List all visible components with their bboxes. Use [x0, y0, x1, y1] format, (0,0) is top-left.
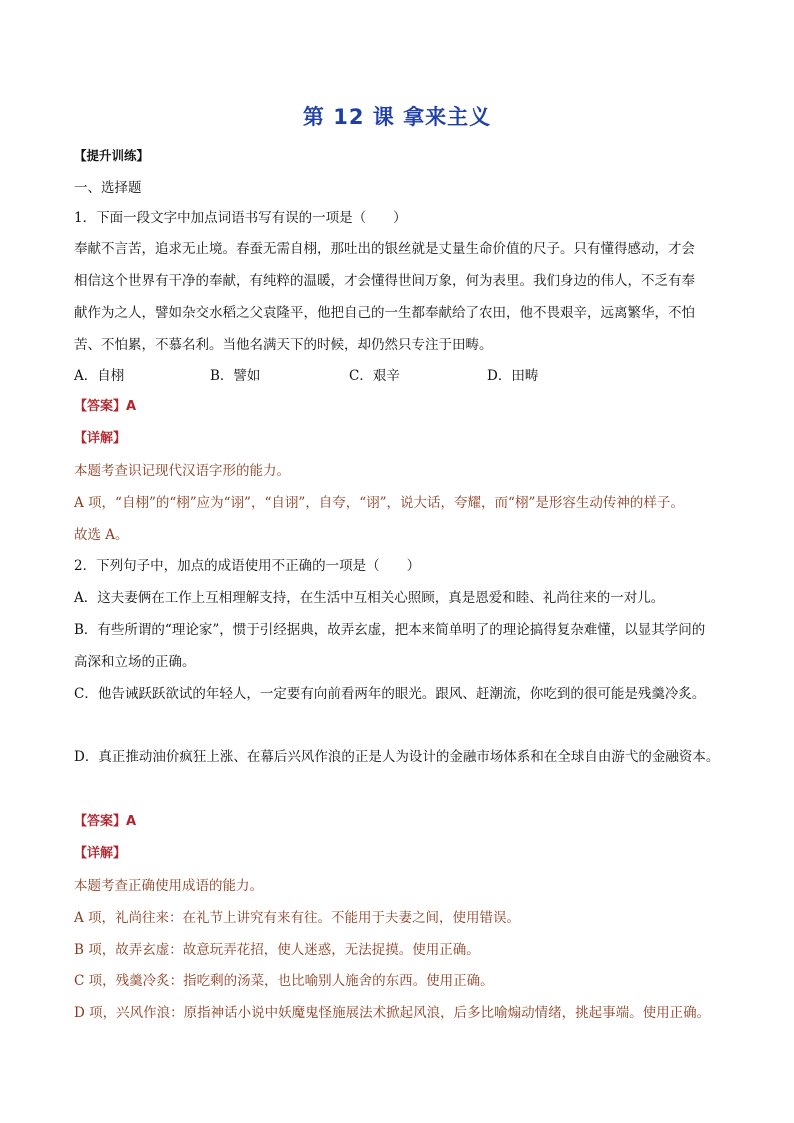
q2-detail-label: 【详解】 [74, 846, 127, 861]
q2-explanation-line: A 项，礼尚往来：在礼节上讲究有来有往。不能用于夫妻之间，使用错误。 [74, 910, 521, 926]
q1-passage-line: 相信这个世界有干净的奉献，有纯粹的温暖，才会懂得世间万象，何为表里。我们身边的伟人，不乏有奉 [74, 273, 695, 289]
q1-answer: 【答案】A [74, 399, 137, 414]
q1-option-a: A．自栩 [74, 368, 125, 384]
q2-answer: 【答案】A [74, 814, 137, 829]
q2-explanation-line: B 项，故弄玄虚：故意玩弄花招，使人迷惑，无法捉摸。使用正确。 [74, 942, 480, 958]
q2-explanation-line: C 项，残羹冷炙：指吃剩的汤菜，也比喻别人施舍的东西。使用正确。 [74, 973, 494, 989]
part-heading: 一、选择题 [74, 180, 142, 196]
q2-option-b-continued: 高深和立场的正确。 [74, 654, 196, 670]
q1-explanation-line: A 项，“自栩”的“栩”应为“诩”，“自诩”，自夸，“诩”，说大话，夸耀，而“栩”是形容生动传神的样子。 [74, 495, 684, 511]
q1-passage-line: 献作为之人，譬如杂交水稻之父袁隆平，他把自己的一生都奉献给了农田，他不畏艰辛，远离繁华，不怕 [74, 305, 695, 321]
q1-explanation-line: 故选 A。 [74, 527, 129, 543]
q2-option-d: D．真正推动油价疯狂上涨、在幕后兴风作浪的正是人为设计的金融市场体系和在全球自由游弋的金融资本。 [74, 749, 720, 765]
q1-option-b: B．譬如 [210, 368, 261, 384]
q1-option-c: C．艰辛 [349, 368, 400, 384]
q1-passage-line: 奉献不言苦，追求无止境。春蚕无需自栩，那吐出的银丝就是丈量生命价值的尺子。只有懂得感动，才会 [74, 241, 695, 257]
question-2-stem: 2．下列句子中，加点的成语使用不正确的一项是（ ） [74, 558, 421, 574]
lesson-title: 第 12 课 拿来主义 [302, 105, 492, 129]
q1-passage-line: 苦、不怕累，不慕名利。当他名满天下的时候，却仍然只专注于田畴。 [74, 337, 493, 353]
q2-option-b: B．有些所谓的“理论家”，惯于引经据典，故弄玄虚，把本来简单明了的理论搞得复杂难懂，以显其学问的 [74, 622, 706, 638]
section-label: 【提升训练】 [74, 148, 150, 163]
q2-explanation-line: 本题考查正确使用成语的能力。 [74, 878, 263, 894]
q1-option-d: D．田畴 [487, 368, 539, 384]
q2-option-a: A．这夫妻俩在工作上互相理解支持，在生活中互相关心照顾，真是恩爱和睦、礼尚往来的一对儿。 [74, 590, 665, 606]
q1-explanation-line: 本题考查识记现代汉语字形的能力。 [74, 463, 290, 479]
question-1-stem: 1．下面一段文字中加点词语书写有误的一项是（ ） [74, 210, 407, 226]
q2-option-c: C．他告诫跃跃欲试的年轻人，一定要有向前看两年的眼光。跟风、赶潮流，你吃到的很可能是残羹冷炙。 [74, 686, 706, 702]
q2-explanation-line: D 项，兴风作浪：原指神话小说中妖魔鬼怪施展法术掀起风浪，后多比喻煽动情绪，挑起事端。使用正确。 [74, 1005, 711, 1021]
q1-detail-label: 【详解】 [74, 431, 127, 446]
